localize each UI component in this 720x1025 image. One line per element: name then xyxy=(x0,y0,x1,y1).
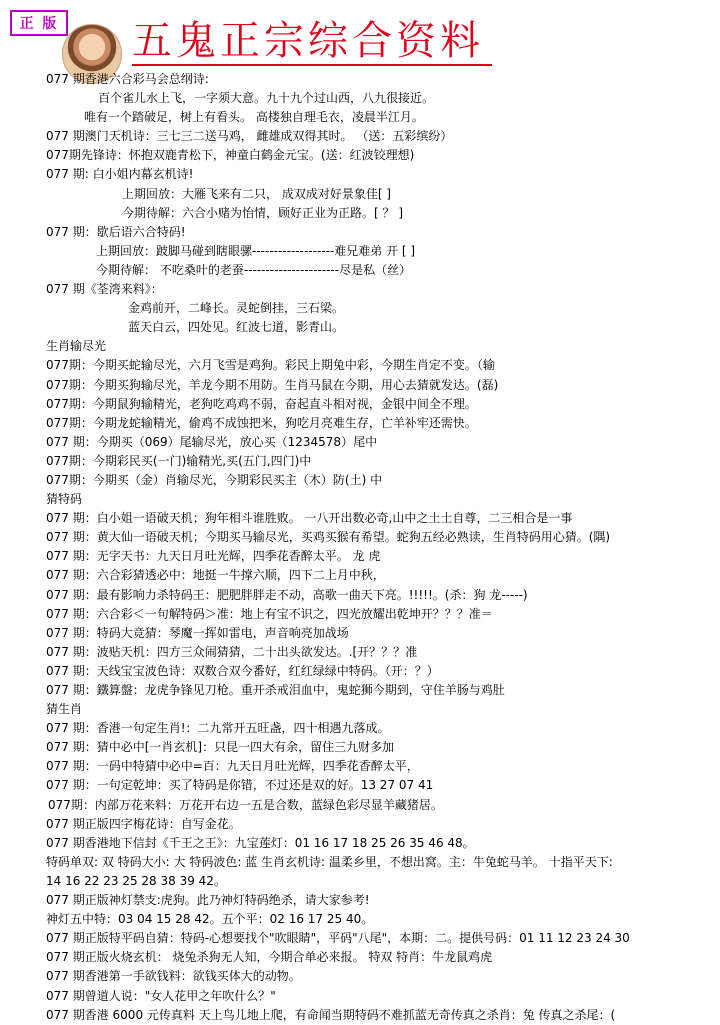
text-line: 077期：今期买狗输尽光，羊龙今期不用防。生肖马鼠在今期，用心去猜就发达。(磊) xyxy=(46,377,499,392)
text-line: 077 期：波贴天机：四方三众闹猜猜，二十出头欲发达。.[开？？？准 xyxy=(46,644,418,659)
text-line: 077 期正版特平码自猜：特码-心想要找个"吹眼睛"，平码"八尾"，本期：二。提供号码：01 11 12 23 24 30 xyxy=(46,931,630,946)
text-line: 077期：今期买蛇输尽光，六月飞雪是鸡狗。彩民上期兔中彩，今期生肖定不变。（输 xyxy=(46,358,495,373)
text-line: 特码单双: 双 特码大小: 大 特码波色: 蓝 生肖玄机诗: 温柔乡里，不想出窝。主：牛兔蛇马羊。 十指平天下: xyxy=(46,854,613,869)
text-line: 077 期：一码中特猜中必中=百：九天日月吐光辉，四季花香醉太平， xyxy=(46,759,419,774)
text-line: 077 期：六合彩＜一句解特码＞准：地上有宝不识之，四光放耀出乾坤开？？？准＝ xyxy=(46,606,493,621)
text-line: 077 期香港地下信封《千王之王》：九宝莲灯：01 16 17 18 25 26 35 46 48。 xyxy=(46,835,475,850)
text-line: 077 期：特码大竞猜：琴魔一挥如雷电，声音响亮加战场 xyxy=(46,625,349,640)
page-title: 五鬼正宗综合资料 xyxy=(132,18,484,64)
text-line: 今期待解： 不吃桑叶的老蚕----------------------尽是私（丝） xyxy=(96,262,412,277)
text-line: 077 期曾道人说："女人花甲之年吹什么？" xyxy=(46,988,276,1003)
text-line: 上期回放：跛脚马碰到瞎眼骡-------------------难兄难弟 开 [ ] xyxy=(96,243,416,258)
text-line: 077 期：今期买（069）尾输尽光，放心买（1234578）尾中 xyxy=(46,434,378,449)
text-line: 077 期：无字天书：九天日月吐光辉，四季花香醉太平。 龙 虎 xyxy=(46,549,381,564)
text-line: 077 期《荃湾来料》： xyxy=(46,282,163,297)
title-underline xyxy=(132,64,492,66)
text-line: 今期待解：六合小赌为怡情，顾好正业为正路。[ ？ ] xyxy=(122,205,403,220)
text-line: 14 16 22 23 25 28 38 39 42。 xyxy=(46,873,226,888)
text-line: 077 期：黄大仙一语破天机；今期买马输尽光，买鸡买猴有希望。蛇狗五经必熟读，生肖特码用心猜。(隅) xyxy=(46,530,611,545)
text-line: 077 期正版火烧玄机： 烧兔杀狗无人知，今期合单必来报。 特双 特肖：牛龙鼠鸡虎 xyxy=(46,950,493,965)
text-line: 077 期香港 6000 元传真料 天上鸟儿地上爬，有命闻当期特码不难抓蓝无奇传真之杀肖：兔 传真之杀尾：( xyxy=(46,1007,616,1022)
text-line: 生肖输尽光 xyxy=(46,339,107,354)
text-line: 077期：今期买（金）肖输尽光，今期彩民买主（木）防(土) 中 xyxy=(46,472,383,487)
text-line: 077 期香港第一手欲钱料：欲钱买体大的动物。 xyxy=(46,969,301,984)
text-line: 077 期: 白小姐内幕玄机诗! xyxy=(46,167,194,182)
text-line: 077 期：天线宝宝波色诗：双数合双今番好，红红绿绿中特码。（开：？） xyxy=(46,663,439,678)
text-line: 077 期：猜中必中[一肖玄机]：只昆一四大有余，留住三九财多加 xyxy=(46,740,395,755)
text-line: 077 期正版神灯禁支:虎狗。此乃神灯特码绝杀，请大家参考! xyxy=(46,893,370,908)
text-line: 077 期：最有影响力杀特码王：肥肥胖胖走不动，高歌一曲天下亮。!!!!!。(杀：狗 龙-----) xyxy=(46,587,528,602)
edition-badge: 正 版 xyxy=(10,10,68,36)
text-line: 077 期香港六合彩马会总纲诗: xyxy=(46,72,209,86)
text-line: 077期：今期鼠狗输精光，老狗吃鸡鸡不弱，奋起直斗相对视，金银中间全不理。 xyxy=(46,396,477,411)
text-line: 077 期：白小姐一语破天机；狗年相斗谁胜败。 一八开出数必奇,山中之土土自尊，二三相合是一事 xyxy=(46,511,573,526)
text-line: 077 期：鐵算盤：龙虎争锋见刀枪。重开杀戒泪血中，鬼蛇狮今期到，守住羊肠与鸡肚 xyxy=(46,683,505,697)
text-line: 077 期：六合彩猜透必中：地挺一牛撑六顺，四下二上月中秋， xyxy=(46,568,385,583)
text-line: 077 期正版四字梅花诗：自写金花。 xyxy=(46,816,241,831)
text-line: 金鸡前开，二峰长。灵蛇倒挂，三石梁。 xyxy=(128,301,345,316)
text-line: 猜生肖 xyxy=(46,702,83,717)
text-line: 百个雀儿水上飞，一字须大意。九十九个过山西，八九很接近。 xyxy=(98,91,435,106)
text-line: 上期回放：大雁飞来有二只， 成双成对好景象佳[ ] xyxy=(122,186,391,201)
text-line: 077 期：一句定乾坤：买了特码是你错，不过还是双的好。13 27 07 41 xyxy=(46,778,434,793)
text-line: 神灯五中特：03 04 15 28 42。五个平：02 16 17 25 40。 xyxy=(46,912,374,927)
text-line: 077期：内部万花来料：万花开右边一五是合数，蓝绿色彩尽显羊藏猪居。 xyxy=(48,797,443,812)
document-body xyxy=(46,70,714,1025)
text-line: 唯有一个踏破足，树上有看头。 高楼独自理毛衣，凌晨半江月。 xyxy=(84,110,424,125)
text-line: 猜特码 xyxy=(46,492,83,507)
text-line: 077期：今期龙蛇输精光，偷鸡不成蚀把米，狗吃月亮难生存，亡羊补牢还需快。 xyxy=(46,415,477,430)
text-line: 077期：今期彩民买(一门)输精光,买(五门,四门)中 xyxy=(46,453,312,468)
text-line: 077 期澳门天机诗：三七三二送马鸡， 雌雄成双得其时。 （送：五彩缤纷） xyxy=(46,129,453,144)
text-line: 077 期：歇后语六合特码! xyxy=(46,224,186,239)
text-line: 077 期：香港一句定生肖!：二九常开五旺盏，四十相遇九落成。 xyxy=(46,721,390,736)
text-line: 蓝天白云，四处见。红波七道，影青山。 xyxy=(128,320,345,335)
text-line: 077期先锋诗：怀抱双鹿青松下，神童白鹤金元宝。(送：红波铰理想) xyxy=(46,148,415,163)
